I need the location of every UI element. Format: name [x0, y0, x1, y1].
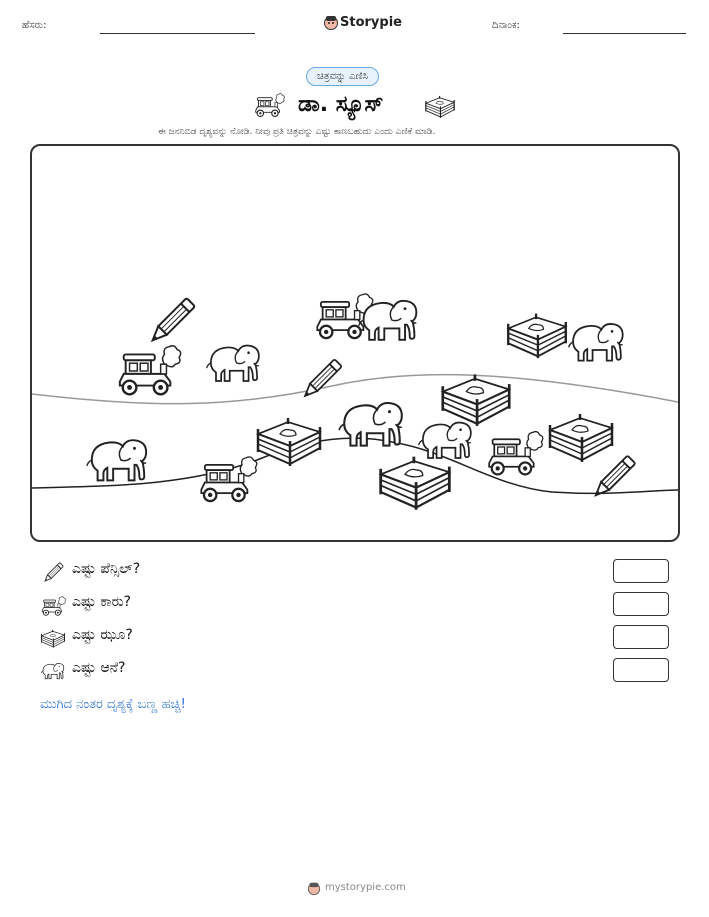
- car-icon: [489, 432, 543, 475]
- brand-name: Storypie: [340, 15, 402, 30]
- zoo-icon: [381, 457, 450, 510]
- date-label: ದಿನಾಂಕ:: [492, 20, 520, 31]
- answer-box-car[interactable]: [613, 592, 669, 616]
- pencil-icon: [301, 359, 341, 399]
- car-icon: [201, 457, 256, 501]
- footer-site[interactable]: mystorypie.com: [325, 882, 406, 893]
- brand-logo: [323, 14, 339, 30]
- storypie-icon: [307, 881, 321, 895]
- elephant-icon: [569, 324, 623, 361]
- counting-scene: [30, 144, 680, 542]
- question-elephant: ಎಷ್ಟು ಆನೆ?: [72, 660, 126, 676]
- zoo-icon: [508, 314, 566, 359]
- elephant-icon: [419, 423, 471, 458]
- answer-box-elephant[interactable]: [613, 658, 669, 682]
- question-car: ಎಷ್ಟು ಕಾರು?: [72, 594, 131, 610]
- car-icon: [120, 346, 181, 395]
- worksheet-badge: ಚಿತ್ರವನ್ನು ಎಣಿಸಿ: [306, 67, 379, 86]
- zoo-icon: [258, 418, 320, 466]
- worksheet-title: ಡಾ. ಸ್ಯೂಸ್: [298, 92, 384, 117]
- scene-drawing: [32, 146, 678, 540]
- storypie-icon: [323, 14, 339, 30]
- car-icon: [253, 92, 285, 118]
- elephant-icon: [87, 440, 146, 480]
- answer-box-zoo[interactable]: [613, 625, 669, 649]
- name-label: ಹೆಸರು:: [22, 20, 47, 31]
- closing-note: ಮುಗಿದ ನಂತರ ದೃಶ್ಯಕ್ಕೆ ಬಣ್ಣ ಹಚ್ಚಿ!: [40, 697, 186, 712]
- footer-logo: [307, 880, 321, 894]
- name-field[interactable]: [100, 33, 255, 34]
- zoo-icon: [550, 414, 612, 462]
- pencil-icon: [148, 298, 195, 345]
- zoo-icon: [443, 374, 509, 425]
- elephant-icon: [207, 346, 259, 381]
- elephant-icon: [40, 660, 66, 682]
- instruction-text: ಈ ಜನನಿಬಿಡ ದೃಶ್ಯವನ್ನು ನೋಡಿ. ನೀವು ಪ್ರತಿ ಚಿತ್ರವನ್ನು ಎಷ್ಟು ಕಾಣಬಹುದು ಎಂದು ಎಣಿಕೆ ಮಾಡಿ.: [158, 127, 436, 137]
- pencil-icon: [40, 560, 66, 586]
- zoo-icon: [40, 627, 66, 649]
- car-icon: [40, 594, 66, 618]
- question-pencil: ಎಷ್ಟು ಪೆನ್ಸಿಲ್?: [72, 561, 141, 577]
- answer-box-pencil[interactable]: [613, 559, 669, 583]
- zoo-icon: [424, 93, 456, 119]
- date-field[interactable]: [563, 33, 686, 34]
- question-zoo: ಎಷ್ಟು ಝೂ?: [72, 627, 133, 643]
